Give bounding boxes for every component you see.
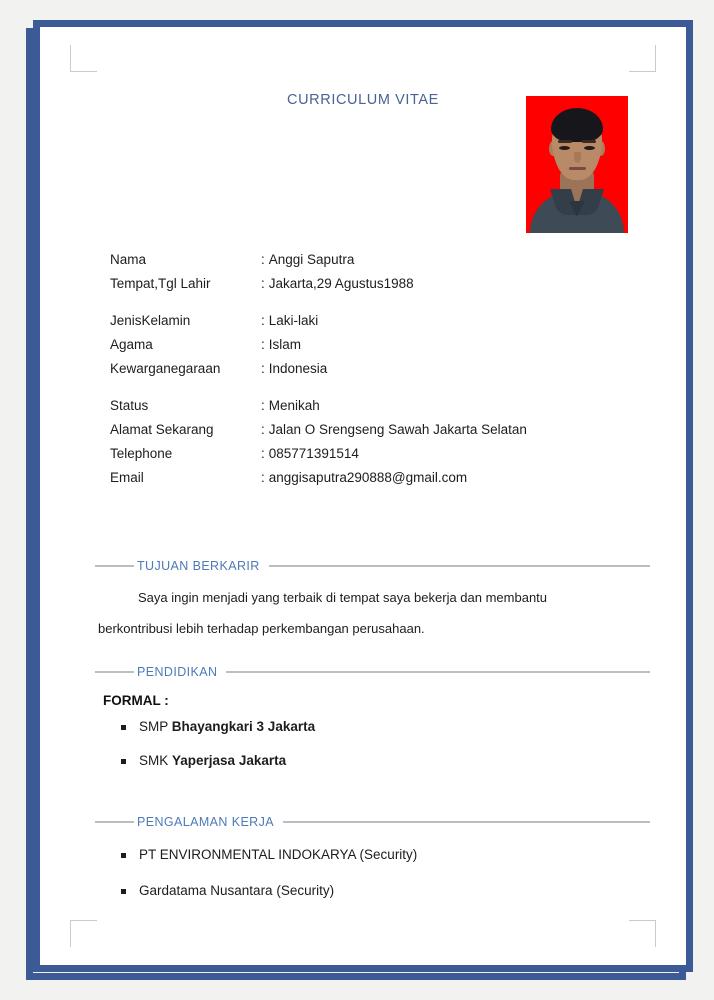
section-header <box>95 665 650 679</box>
detail-value-text: Menikah <box>268 398 320 413</box>
rule-left <box>95 821 134 823</box>
detail-value-text: Jakarta,29 Agustus1988 <box>268 276 414 291</box>
detail-value <box>261 333 301 357</box>
detail-value-text: Anggi Saputra <box>268 252 355 267</box>
personal-details <box>110 248 630 490</box>
section-header <box>95 815 650 829</box>
detail-row-telephone <box>110 442 630 466</box>
section-heading-text: PENDIDIKAN <box>137 665 218 679</box>
detail-row-email <box>110 466 630 490</box>
education-list <box>95 718 650 770</box>
detail-separator: : <box>261 313 265 328</box>
objective-body <box>95 582 650 644</box>
rule-left <box>95 565 134 567</box>
photo-eye-left <box>559 146 570 150</box>
detail-value <box>261 418 527 442</box>
education-item-name: Yaperjasa Jakarta <box>172 753 287 768</box>
list-item: Gardatama Nusantara (Security) <box>139 882 650 900</box>
education-item-prefix: SMP <box>139 719 172 734</box>
personal-details-group-3 <box>110 394 630 490</box>
detail-label: Email <box>110 470 144 485</box>
detail-label: JenisKelamin <box>110 313 191 328</box>
crop-mark-bottom-left <box>70 920 97 947</box>
detail-separator: : <box>261 446 265 461</box>
detail-label: Agama <box>110 337 153 352</box>
crop-mark-top-left <box>70 45 97 72</box>
detail-value-text: Islam <box>268 337 302 352</box>
detail-value-text: anggisaputra290888@gmail.com <box>268 470 468 485</box>
rule-left <box>95 671 134 673</box>
photo-nose <box>574 152 581 163</box>
detail-value <box>261 309 318 333</box>
photo-eyebrow-right <box>582 140 596 143</box>
profile-photo <box>526 96 628 233</box>
detail-row-kewarganegaraan <box>110 357 630 381</box>
objective-line-2: berkontribusi lebih terhadap perkembangan perusahaan. <box>98 621 425 636</box>
personal-details-group-2 <box>110 309 630 381</box>
detail-row-agama <box>110 333 630 357</box>
detail-row-alamat-sekarang <box>110 418 630 442</box>
detail-value-text: Indonesia <box>268 361 328 376</box>
detail-separator: : <box>261 276 265 291</box>
detail-label: Kewarganegaraan <box>110 361 221 376</box>
detail-row-jenis-kelamin <box>110 309 630 333</box>
list-item: PT ENVIRONMENTAL INDOKARYA (Security) <box>139 846 650 864</box>
detail-row-status <box>110 394 630 418</box>
list-item <box>139 752 650 770</box>
rule-right <box>226 671 650 673</box>
detail-value-text: Laki-laki <box>268 313 319 328</box>
detail-label: Telephone <box>110 446 173 461</box>
photo-hair <box>551 108 603 142</box>
detail-row-tempat-tgl-lahir <box>110 272 630 296</box>
detail-value <box>261 248 354 272</box>
detail-label: Tempat,Tgl Lahir <box>110 276 211 291</box>
page-title: CURRICULUM VITAE <box>287 92 439 108</box>
rule-right <box>283 821 650 823</box>
detail-label: Nama <box>110 252 147 267</box>
personal-details-group-1 <box>110 248 630 296</box>
objective-line-1: Saya ingin menjadi yang terbaik di tempat saya bekerja dan membantu <box>138 590 548 605</box>
detail-value <box>261 442 359 466</box>
photo-collar-vee <box>569 201 585 217</box>
cv-page <box>41 28 685 964</box>
photo-mouth <box>569 167 586 170</box>
detail-label: Status <box>110 398 149 413</box>
section-header <box>95 559 650 573</box>
section-experience <box>95 815 650 918</box>
education-subheading: FORMAL : <box>103 693 169 708</box>
detail-value <box>261 357 327 381</box>
detail-value <box>261 394 320 418</box>
crop-mark-bottom-right <box>629 920 656 947</box>
detail-value-text: Jalan O Srengseng Sawah Jakarta Selatan <box>268 422 527 437</box>
photo-eye-right <box>584 146 595 150</box>
detail-separator: : <box>261 361 265 376</box>
education-item-name: Bhayangkari 3 Jakarta <box>171 719 316 734</box>
experience-list <box>95 846 650 900</box>
rule-right <box>269 565 650 567</box>
detail-row-nama <box>110 248 630 272</box>
section-heading-text: TUJUAN BERKARIR <box>137 559 260 573</box>
section-objective <box>95 559 650 644</box>
detail-separator: : <box>261 337 265 352</box>
education-item-prefix: SMK <box>139 753 173 768</box>
detail-separator: : <box>261 398 265 413</box>
crop-mark-top-right <box>629 45 656 72</box>
detail-value <box>261 272 414 296</box>
section-education <box>95 665 650 770</box>
detail-value <box>261 466 467 490</box>
photo-eyebrow-left <box>558 140 572 143</box>
detail-label: Alamat Sekarang <box>110 422 214 437</box>
list-item <box>139 718 650 736</box>
section-heading-text: PENGALAMAN KERJA <box>137 815 274 829</box>
detail-value-text: 085771391514 <box>268 446 359 461</box>
detail-separator: : <box>261 252 265 267</box>
detail-separator: : <box>261 470 265 485</box>
detail-separator: : <box>261 422 265 437</box>
